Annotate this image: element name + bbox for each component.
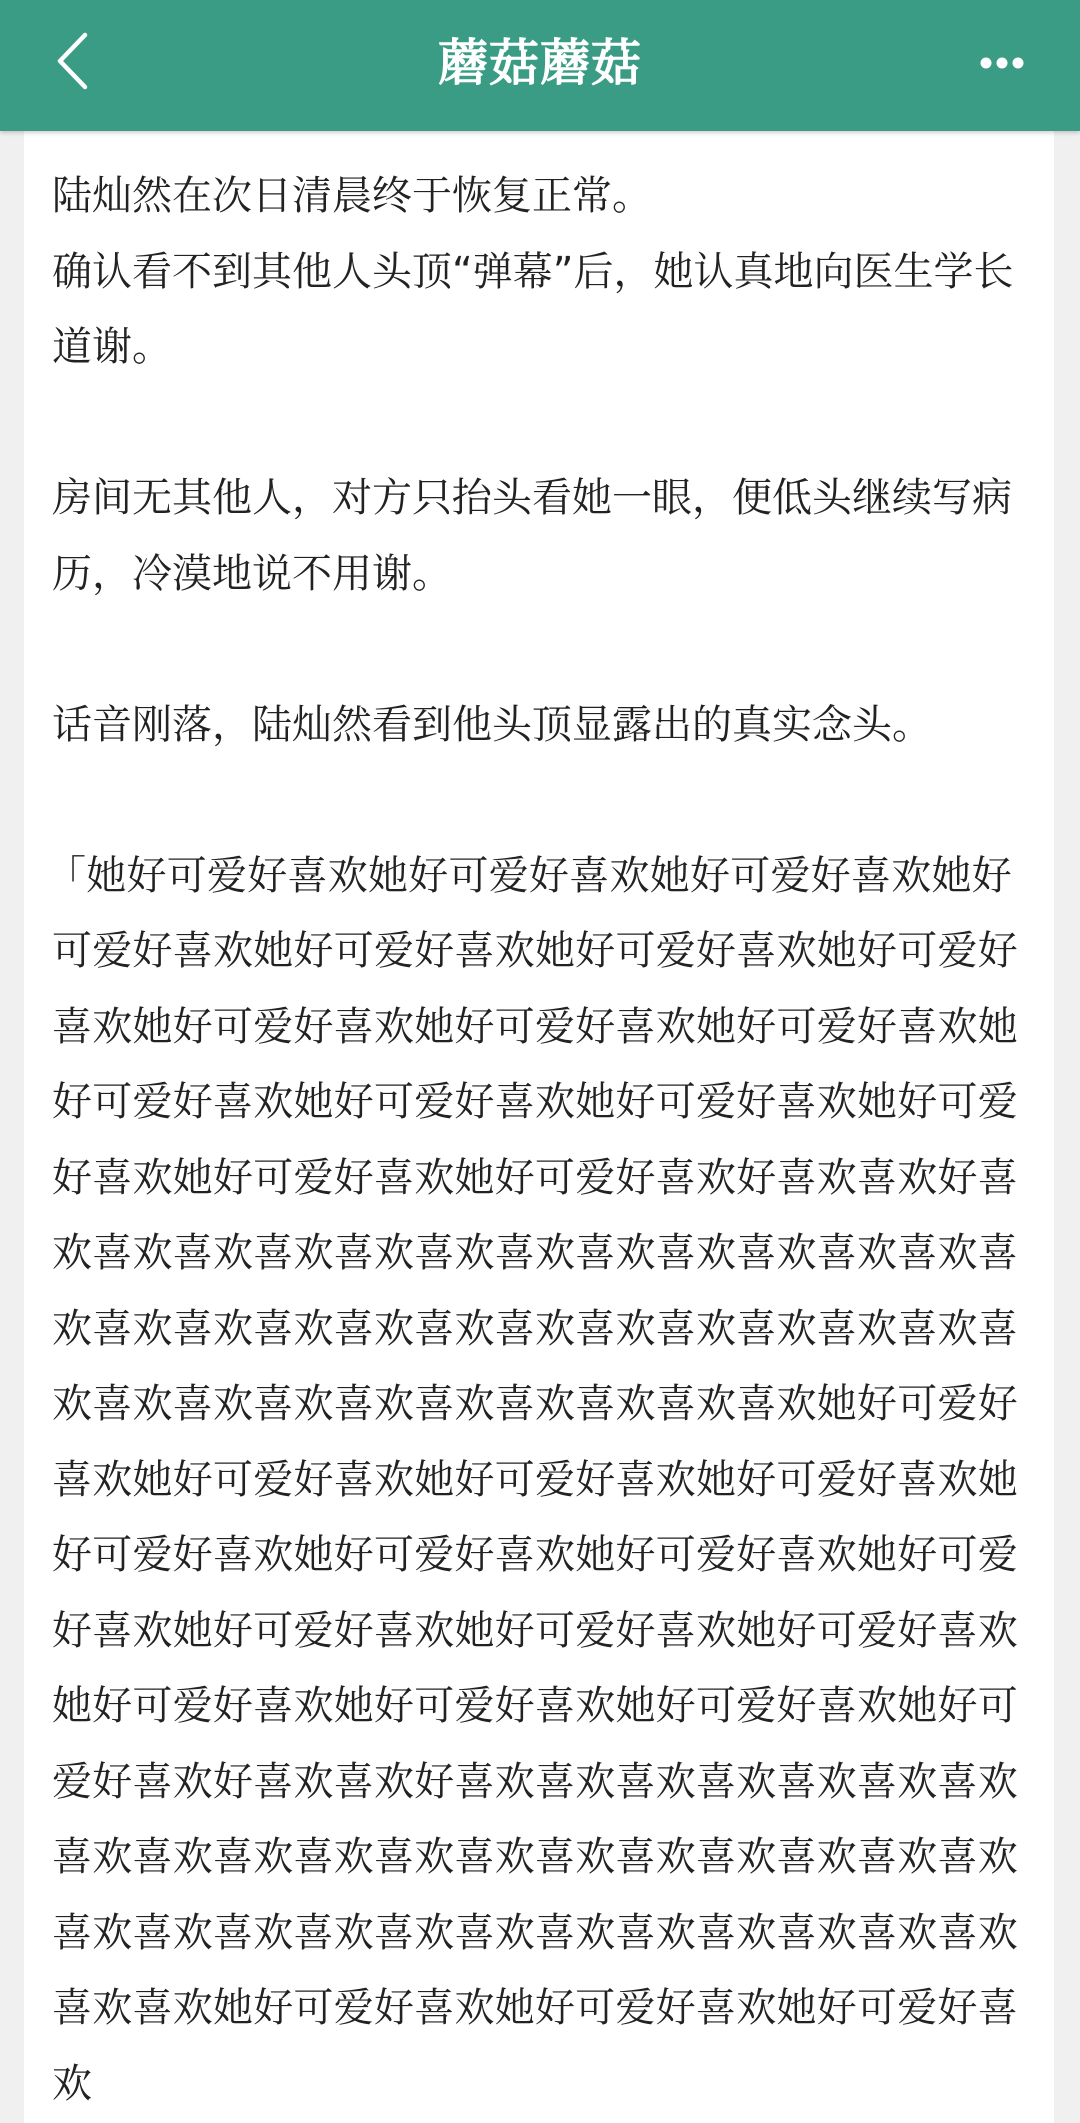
article-body [46,159,1042,2122]
page-title: 蘑菇蘑菇 [438,34,642,92]
paragraph: 话音刚落，陆灿然看到他头顶显露出的真实念头。 [52,701,932,748]
more-button[interactable] [964,30,1040,96]
chevron-left-icon [52,30,92,92]
back-button[interactable] [36,25,108,97]
paragraph-gap [52,763,1042,839]
paragraph: 确认看不到其他人头顶“弹幕”后，她认真地向医生学长道谢。 [52,248,1014,370]
paragraph: 陆灿然在次日清晨终于恢复正常。 [52,173,652,219]
paragraph-gap [52,612,1042,688]
article-card [24,131,1054,2123]
paragraph: 房间无其他人，对方只抬头看她一眼，便低头继续写病历，冷漠地说不用谢。 [52,475,1012,597]
more-horizontal-icon [980,56,1024,70]
top-nav-bar [0,0,1080,131]
paragraph: 「她好可爱好喜欢她好可爱好喜欢她好可爱好喜欢她好可爱好喜欢她好可爱好喜欢她好可爱好喜欢她好可爱好喜欢她好可爱好喜欢她好可爱好喜欢她好可爱好喜欢她好可爱好喜欢她好可爱好喜欢她好可爱好喜欢她好可爱好喜欢她好可爱好喜欢她好可爱好喜欢好喜欢喜欢好喜欢喜欢喜欢喜欢喜欢喜欢喜欢喜欢喜欢喜欢喜欢喜欢喜欢喜欢喜欢喜欢喜欢喜欢喜欢喜欢喜欢喜欢喜欢喜欢喜欢喜欢喜欢喜欢喜欢喜欢喜欢喜欢喜欢喜欢她好可爱好喜欢她好可爱好喜欢她好可爱好喜欢她好可爱好喜欢她好可爱好喜欢她好可爱好喜欢她好可爱好喜欢她好可爱好喜欢她好可爱好喜欢她好可爱好喜欢她好可爱好喜欢她好可爱好喜欢她好可爱好喜欢她好可爱好喜欢她好可爱好喜欢好喜欢喜欢好喜欢喜欢喜欢喜欢喜欢喜欢喜欢喜欢喜欢喜欢喜欢喜欢喜欢喜欢喜欢喜欢喜欢喜欢喜欢喜欢喜欢喜欢喜欢喜欢喜欢喜欢喜欢喜欢喜欢喜欢喜欢喜欢喜欢她好可爱好喜欢她好可爱好喜欢她好可爱好喜欢 [46,852,1018,2107]
paragraph-gap [52,386,1042,462]
